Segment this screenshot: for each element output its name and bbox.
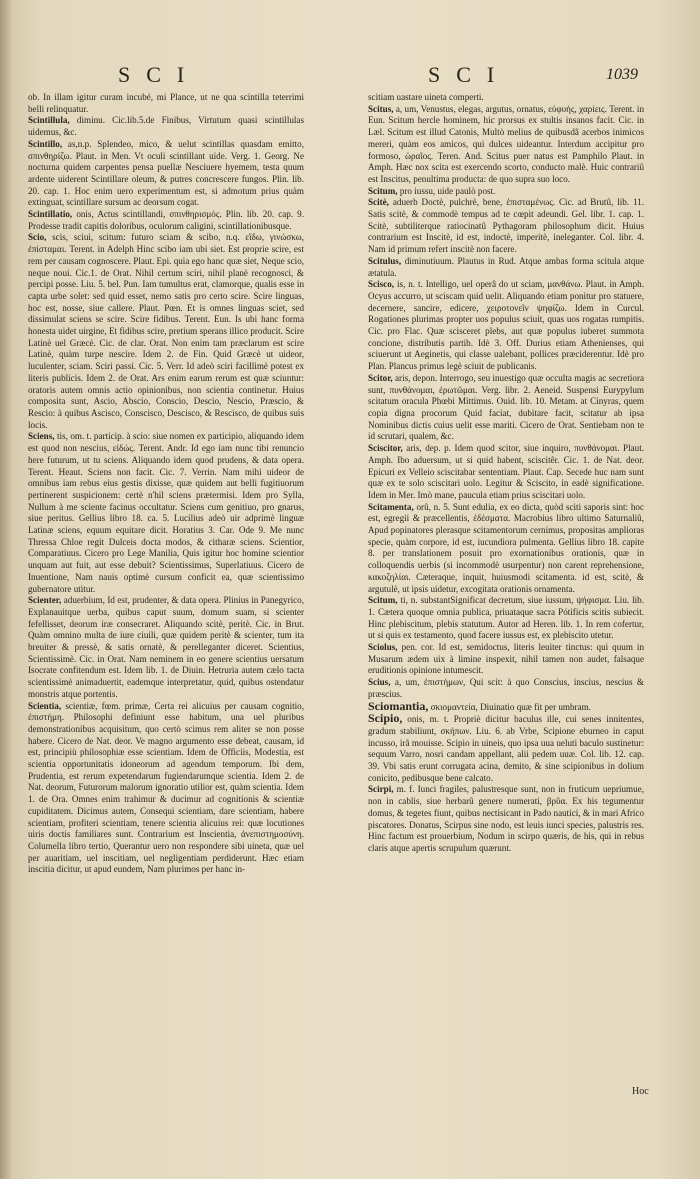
entry-text: aduerb Doctè, pulchrè, bene, ἐπισταμένως. Cic. ad Brutû, lib. 11. Satis scitè, & commodè tempus ad te cœpit adeundi. Gel. libr. 1. cap. 1. Scitè, subtiliterque ratiocinatû Pythagoram philosophum dicit. Huius contrarium est Inscitè, id est, indoctè, imperitè, ineleganter. Col. libr. 4. Nam id primum refert inscitè non facere. <box>368 197 645 255</box>
entry-text: scitiam uastare uineta comperti. <box>368 92 484 102</box>
dictionary-entry <box>368 104 644 186</box>
entry-text: m. f. Iunci fragiles, palustresque sunt, non in fruticum uepriumue, non in cablis, siue herbarû genere numerati, βρῦα. Ex his tegumentur domus, & tegetes fiunt, quibus nectisicant in Pado nautici, & in mari Africo piscatores. Donatus, Scirpus sine nodo, est leuis iunci species, palustris res. Hinc factum est prouerbium, Nodum in scirpo quæris, de his, qui in rebus claris atque apertis scrupulum quærunt. <box>368 784 644 853</box>
entry-text: as,n.p. Splendeo, mico, & uelut scintillas quasdam emitto, σπινθηρίζω. Plaut. in Men. Vt oculi scintillant uide. Verg. 1. Georg. Ne nocturna quidem carpentes pensa puellæ Nesciuere hyemem, testa quum ardente uiderent Scintillare oleum, & putres concrescere fungos. Plin. lib. 20. cap. 1. Hoc enim uero experimentum est, si admotum prius quàm extinguat, scintillare sursum ac deorsum cogat. <box>28 138 304 208</box>
dictionary-entry <box>368 373 644 443</box>
dictionary-entry <box>368 595 644 642</box>
entry-text: onis, Actus scintillandi, σπινθηρισμός. Plin. lib. 20. cap. 9. Prodesse tradit capitis doloribus, oculorum caligini, scintillationibusque. <box>28 209 305 231</box>
entry-text: onis, m. t. Propriè dicitur baculus ille, cui senes innitentes, gradum stabiliunt, σκήπων. Liu. 6. ab Vrbe, Scipione eburneo in caput incusso, irã mouisse. Scipio in uineis, quo ipsa uua ueluti baculo sustinetur: sequum Varro, nosri candam appellant, alii pedem uuæ. Col. lib. 12. cap. 39. Vbi satis erunt corrugata acina, demito, & sine scipionibus in dolium conicito, pedibusque bene calcato. <box>368 714 644 783</box>
dictionary-entry <box>28 232 304 431</box>
entry-headword: Sciomantia, <box>368 698 429 713</box>
entry-headword: Scientia, <box>28 700 62 711</box>
running-header <box>0 62 700 92</box>
dictionary-entry <box>368 642 644 677</box>
entry-headword: Scitamenta, <box>368 501 414 512</box>
entry-text: ti, n. substantSignificat decretum, siue iussum, ψήφισμα. Liu. lib. 1. Cætera quoque omnia publica, priuataque sacra Pótificis scitis subiecit. Hinc plebiscitum, plebis statutum. Autor ad Heren. lib. 1. In rem cofertur, ut si quis ex testamento, quod facere iussus est, ex plebiscito utetur. <box>368 595 644 641</box>
dictionary-entry <box>28 209 304 232</box>
entry-headword: Scisco, <box>368 279 395 290</box>
dictionary-entry <box>368 698 644 714</box>
running-head-left: SCI <box>118 62 201 87</box>
entry-text: orû, n. 5. Sunt edulia, ex eo dicta, quòd sciti saporis sint: hoc est, egregii & præcellentis, ἐδέσματα. Macrobius libro ultimo Saturnaliû, Apud popinatores plerasque scitamentorum cernimus, propositas amplioras specie, quàm corpore, id est, iucundiora pulmenta. Gellius libro 18. capite 8. per translationem posuit pro exornationibus orationis, quæ in colloquendis uerbis (si incommodè usurpentur) non carent reprehensione, κακοζηλίαι. Cæteraque, inquit, huiusmodi scitamenta. id est, scitè, & argutulè, ut ipsis uidetur, excogitata orationis ornamenta. <box>368 501 644 594</box>
entry-headword: Sciolus, <box>368 642 398 653</box>
entry-text: aduerbium, Id est, prudenter, & data opera. Plinius in Panegyrico, Explanauitque uerba, quibus caput suum, domum suam, si scienter fefellisset, deorum iræ consecraret. Aliquando scitè, peritè. Cic. in Brut. Quàm omnino multa de iure ciuili, quæ quidem peritè & scienter, tum ita breuiter & pressè, & satis ornatè, & perelleganter diceret. Scientius, Scientissimè. Cic. in Orat. Nam neminem in eo genere scientius uersatum Isocrate confitendum est. Idem lib. 1. de Diuin. Hetruria autem cælo tacta scientissimè animaduertit, eademque interpretatur, quid, quibus ostendatur monstris atque portentis. <box>28 595 304 699</box>
page-gutter-shadow <box>0 0 12 1179</box>
dictionary-entry <box>368 92 644 104</box>
dictionary-entry <box>28 92 304 115</box>
entry-headword: Scitulus, <box>368 255 402 266</box>
dictionary-entry <box>368 197 644 256</box>
entry-text: diminu. Cic.lib.5.de Finibus, Virtutum quasi scintillulas uidemus, &c. <box>28 115 304 138</box>
dictionary-entry <box>368 713 644 784</box>
dictionary-entry <box>368 186 644 198</box>
entry-headword: Scius, <box>368 677 391 688</box>
entry-text: a, um, ἐπιστήμων, Qui scit: à quo Conscius, inscius, nescius & præscius. <box>368 677 644 699</box>
entry-text: pen. cor. Id est, semidoctus, literis leuiter tinctus: qui quum in Musarum ædem uix à limine inspexit, nihil tamen non audet, falsaque eruditionis opinione intumescit. <box>368 642 644 676</box>
entry-headword: Scirpi, <box>368 784 394 795</box>
dictionary-entry <box>368 502 644 596</box>
entry-headword: Scintillo, <box>28 138 63 149</box>
dictionary-entry <box>368 443 644 502</box>
entry-headword: Sciscitor, <box>368 443 403 454</box>
entry-headword: Scitus, <box>368 103 394 114</box>
entry-text: scis, sciui, scitum: futuro sciam & scibo, n.q. εἴδω, γινώσκω, ἐπίσταμαι. Terent. in Adelph Hinc scibo iam ubi siet. Est proprie scire, est rem per causam cognoscere. Plaut. Epi. quia ego hanc quæ siet, Neque scio, neque noui. Cic.1. de Orat. Nihil certum sciri, nihil planè recognosci, & percipi posse. Liu. 5. bel. Pun. Iam tumultus erat, clamorque, qualis esse in capta urbe solet: sed quid esset, nemo satis pro certo scire. Scire linguas, hoc est, nosse, siue callere. Plaut. Pœn. Et is omnes linguas sciet, sed dissimulat sciens se scire. Scire fidibus. Terent. Eun. Is ubi hanc forma honesta uidet uirgine, Et fidibus scire, pretium sperans illico producit. Scire Latinè uel Græcè. Cic. de clar. Orat. Non enim tam præclarum est scire Latinè, quàm turpe nescire. Idem 2. de Fin. Quid Græcè ut uideor, luculenter, sciam. Sciri passi. Cic. 5. Verr. Id adeò sciri facillimè potest ex literis publicis. Idem 2. de Orat. Ars enim earum rerum est quæ sciuntur: oratoris autem omnis actio opinionibus, non scientia continetur. Huius composita sunt, Ascio, Abscio, Conscio, Descio, Nescio, Præscio, & Rescio: à quibus Ascisco, Conscisco, Descisco, & Rescisco, de quibus suis locis. <box>28 232 305 430</box>
entry-headword: Scintillatio, <box>28 209 73 220</box>
entry-text: tis, om. t. particip. à scio: siue nomen ex participio, aliquando idem est quod non nescius, εἰδώς. Terent. Andr. Id ego iam nunc tibi renuncio here futurum, ut tu sciens. Aliquando idem quod prudens, & data opera. Terent. Heaut. Sciens non facit. Cic. 7. Verrin. Nam mihi uideor de omnibus iam rebus eius gestis dixisse, quæ quidem aut belli fugitiuorum pertinerent suspicionem: certè n'hil sciens prætermisi. Idem pro Sylla, Nullum à me sciente facinus occultatur. Sciens cum genitiuo, pro gnarus, siue peritus. Gellius libro 18. ca. 5. Lucilius adeò uir adprimè linguæ Latinæ sciens, equum equitare dicit. Horatius 3. Car. Ode 9. Me nunc Thressa Chloe regit Dulceis docta modos, & citharæ sciens. Scientior, Comparatiuus. Cicero pro Lege Manilia, Quis igitur hoc homine scientior unquam aut fuit, aut esse debuit? Scientissimus, Superlatiuus. Cicero de Inuentione, Nam nauis optimè cursum conficit ea, quæ scientissimo gubernatore utitur. <box>28 431 304 594</box>
entry-text: is, n. t. Intelligo, uel operâ do ut sciam, μανθάνω. Plaut. in Amph. Ocyus accurro, ut sciscam quid uelit. Aliquando etiam ponitur pro statuere, decernere, sancire, edicere, χειροτονεῖν ψηφίζω. Idem in Curcul. Rogationes plurimas propter uos populus sciuit, quas uos rogatas rumpitis. Cic. pro Flac. Quæ scisceret plebs, aut quæ populus iuberet summota concione, distributis partib. Idè 3. Off. Durius etiam Athenienses, qui sciuerunt ut Aeginetis, qui classe ualebant, pollices præciderentur. Idè pro Plan. Plancus primus legè sciuit de publicanis. <box>368 279 644 372</box>
entry-headword: Scintillula, <box>28 115 70 126</box>
entry-headword: Scitum, <box>368 595 398 606</box>
left-column <box>28 92 304 876</box>
entry-headword: Sciens, <box>28 431 55 442</box>
entry-headword: Scipio, <box>368 711 403 726</box>
entry-text: diminutiuum. Plautus in Rud. Atque ambas forma scitula atque ætatula. <box>368 255 644 278</box>
dictionary-entry <box>368 256 644 279</box>
page-number: 1039 <box>606 66 638 83</box>
dictionary-entry <box>28 701 304 877</box>
entry-headword: Scienter, <box>28 595 62 606</box>
entry-text: a, um, Venustus, elegas, argutus, ornatus, εὐφυής, χαρίεις. Terent. in Eun. Scitum hercle hominem, hic prorsus ex stultis insanos facit. Cic. in Læl. Scitum est illud Catonis, Multò melius de quibusdã acerbos inimicos mereri, quàm eos amicos, qui dulces uideantur. Interdum accipitur pro formoso, ὡραῖος. Teren. And. Scitus puer natus est Pamphilo Plaut. in Amph. Hæc nox scita est exercendo scorto, conducto malè. Huic contrariû est Inscitus, penultima producta: de quo supra suo loco. <box>368 103 644 184</box>
entry-text: scientiæ, fœm. primæ, Certa rei alicuius per causam cognitio, ἐπιστήμη. Philosophi definiunt esse habitum, una uel pluribus demonstrationibus acquisitum, quo certò scimus rem aliter se non posse habere. Cicero de Nat. deor. Ve magno argumento esse debeat, causam, id est, principiù philosophiæ esse scientiam. Idem de Officiis, Modestia, est scientia opportunitatis idoneorum ad agendum temporum. Ibi dem, Prudentia, est rerum expetendarum fugiendarumque scientia. Idem 2. de Nat. deorum, Futurorum malorum ignoratio utilior est, quàm scientia. Idem 1. de Ora. Omnes enim trahimur & ducimur ad cognitionis & scientiæ cupiditatem. Dicimus autem, Consequi scientiam, dare scientiam, habere scientiam, profiteri scientiam, tenere scientia alicuius rei: quæ locutiones uiris doctis familiares sunt. Contrarium est Inscientia, ἀνεπιστημοσύνη. Columella libro tertio, Querantur uero non respondere sibi uineta, quæ uel per auaritiam, uel inscitiam, uel negligentiam perdiderunt. Hæc etiam inscitia dicitur, ut apud eundem, Nam plurimos per hanc in- <box>28 700 305 875</box>
entry-headword: Scitor, <box>368 372 393 383</box>
catchword: Hoc <box>632 1086 649 1097</box>
dictionary-entry <box>28 431 304 595</box>
dictionary-entry <box>368 784 644 854</box>
entry-text: ob. In illam igitur curam incubé, mi Plance, ut ne qua scintilla teterrimi belli relinquatur. <box>28 92 304 114</box>
dictionary-entry <box>28 139 304 209</box>
entry-text: σκιομαντεία, Diuinatio quæ fit per umbram. <box>430 701 591 712</box>
entry-text: aris, dep. p. Idem quod scitor, siue inquiro, πυνθάνομαι. Plaut. Amph. Ibo aduersum, ut si quid habent, sciscitêr. Cic. 1. de Nat. deor. Epicuri ex Velleio sciscitabar sententiam. Plaut. Cap. Secede huc nam sunt quæ ex te solo sciscitari uolo. Legitur & Sciscito, in eadè significatione. Idem in Mer. Imò mane, paucula etiam prius sciscitari uolo. <box>368 443 644 500</box>
entry-text: aris, depon. Interrogo, seu inuestigo quæ occulta magis ac secretiora sunt, πυνθάνομαι, ἐρωτῶμαι. Verg. libr. 2. Aeneid. Suspensi Eurypylum scitatum oracula Phœbi Mittimus. Ouid. lib. 10. Metam. at Cinyras, quem copia digna procorum Quid faciat, dubitare facit, scitatur ab ipsa Nominibus dictis cuius uelit esse mariti. Cicero de Orat. Sentiebam non te id scrutari, qualem, &c. <box>368 372 645 442</box>
entry-headword: Scio, <box>28 232 47 243</box>
entry-headword: Scitum, <box>368 185 398 196</box>
entry-headword: Scitè, <box>368 197 389 208</box>
entry-text: pro iussu, uide paulò post. <box>399 185 496 196</box>
dictionary-entry <box>28 595 304 700</box>
right-column <box>368 92 644 855</box>
dictionary-entry <box>368 677 644 700</box>
running-head-right: SCI <box>428 62 511 87</box>
dictionary-entry <box>28 115 304 138</box>
dictionary-entry <box>368 279 644 373</box>
